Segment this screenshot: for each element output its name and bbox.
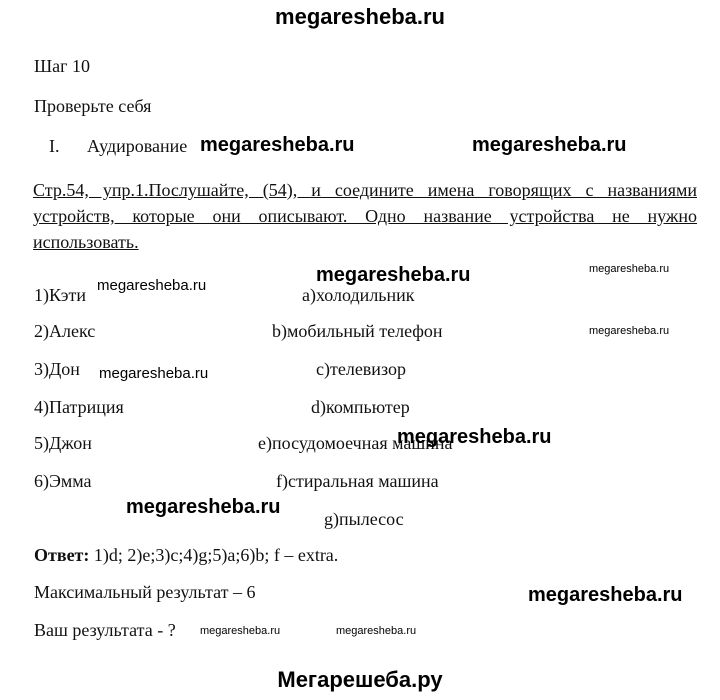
device-option: f)стиральная машина [276, 471, 439, 491]
section-title: Аудирование [87, 136, 188, 156]
task-instruction: Стр.54, упр.1.Послушайте, (54), и соедините имена говорящих с названиями устройств, которые они описывают. Одно название устройства не нужно использовать. [33, 180, 697, 252]
watermark: megaresheba.ru [200, 625, 281, 637]
answer-label: Ответ: [34, 545, 90, 565]
device-option: d)компьютер [311, 397, 410, 417]
watermark: megaresheba.ru [589, 325, 670, 337]
header-watermark[interactable]: megaresheba.ru [275, 4, 445, 29]
speaker-name: 6)Эмма [34, 471, 92, 491]
speaker-name: 5)Джон [34, 433, 92, 453]
your-result: Ваш результата - ? [34, 620, 176, 640]
watermark: megaresheba.ru [99, 365, 209, 382]
footer-watermark[interactable]: Мегарешеба.ру [277, 667, 443, 692]
device-option: e)посудомоечная машина [258, 433, 453, 453]
device-option: c)телевизор [316, 359, 406, 379]
answer-line [34, 545, 338, 566]
speaker-name: 3)Дон [34, 359, 80, 379]
check-heading: Проверьте себя [34, 96, 152, 116]
speaker-name: 1)Кэти [34, 285, 86, 305]
watermark: megaresheba.ru [472, 134, 627, 156]
watermark: megaresheba.ru [336, 625, 417, 637]
watermark: megaresheba.ru [397, 426, 552, 448]
watermark: megaresheba.ru [200, 134, 355, 156]
watermark: megaresheba.ru [97, 277, 207, 294]
speaker-name: 2)Алекс [34, 321, 96, 341]
step-heading: Шаг 10 [34, 56, 91, 76]
device-option: a)холодильник [302, 285, 415, 305]
watermark: megaresheba.ru [528, 584, 683, 606]
device-option: g)пылесос [324, 509, 404, 529]
section-number: I. [49, 136, 60, 156]
watermark: megaresheba.ru [589, 263, 670, 275]
watermark: megaresheba.ru [126, 496, 281, 518]
device-option: b)мобильный телефон [272, 321, 443, 341]
watermark: megaresheba.ru [316, 264, 471, 286]
answer-text: 1)d; 2)e;3)c;4)g;5)a;6)b; f – extra. [89, 545, 339, 565]
max-result: Максимальный результат – 6 [34, 582, 256, 602]
speaker-name: 4)Патриция [34, 397, 124, 417]
